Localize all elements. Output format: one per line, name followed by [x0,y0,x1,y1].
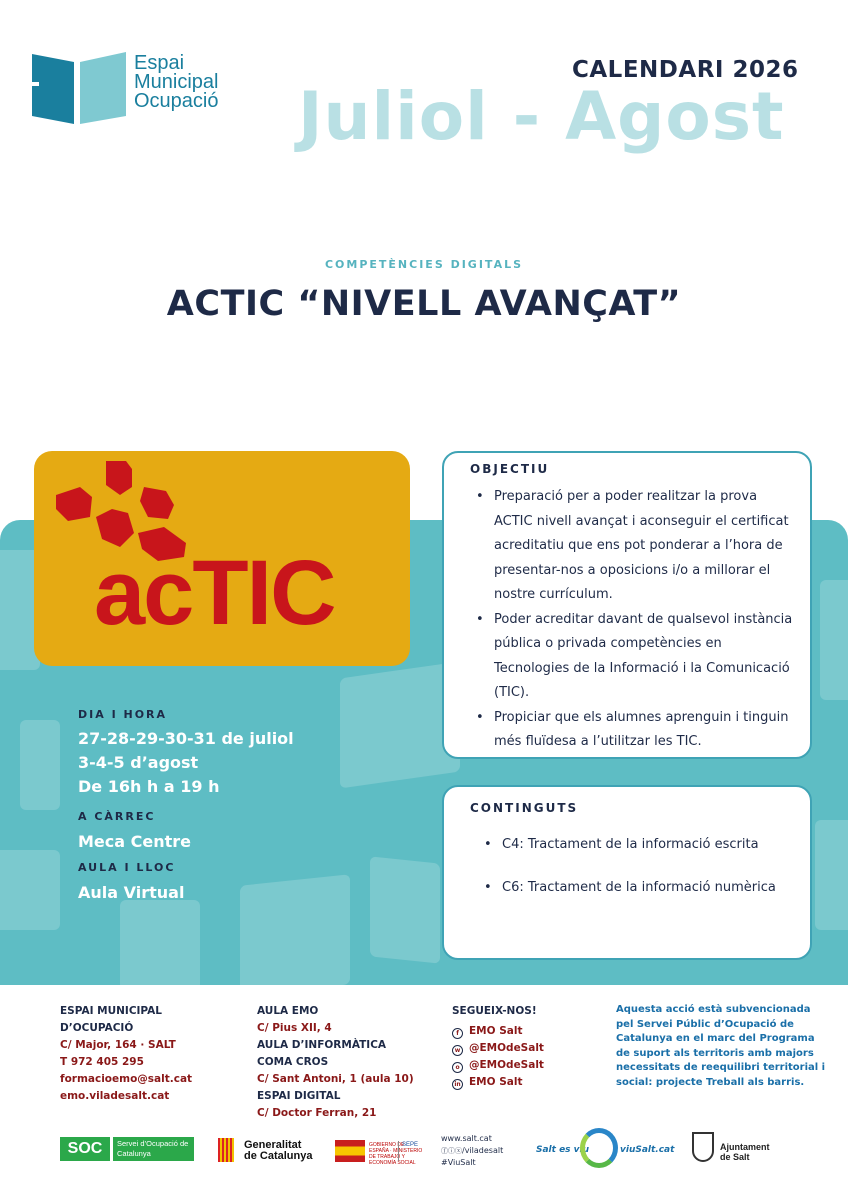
gobierno-text: GOBIERNO DE ESPAÑA · MINISTERIO DE TRABAJO Y ECONOMÍA SOCIAL [369,1142,423,1166]
espai-digital-address: C/ Doctor Ferran, 21 [257,1107,377,1119]
salt-social-link[interactable] [441,1145,503,1157]
viu-salt-logo [536,1128,675,1172]
open-book-icon [30,48,130,128]
footer-col1-title-1: ESPAI MUNICIPAL [60,1005,162,1017]
continguts-title: CONTINGUTS [470,801,579,815]
footer-col1-title-2: D’OCUPACIÓ [60,1022,134,1034]
emo-logo-text [134,54,219,111]
salt-web-link[interactable]: www.salt.cat [441,1134,492,1143]
viu-salt-swirl-icon [580,1128,618,1168]
decor-shape [820,580,848,700]
decor-shape [0,850,60,930]
continguts-card [442,785,812,960]
decor-shape [20,720,60,810]
social-icons: ⓕⓘⓧ [441,1147,462,1155]
ajuntament-logo [692,1132,782,1166]
aula-informatica-address: C/ Sant Antoni, 1 (aula 10) [257,1073,414,1085]
footer-locations [257,1003,437,1122]
soc-logo-text: Servei d’Ocupació de Catalunya [113,1137,194,1161]
logo-line-1: Espai [134,52,185,74]
whatsapp-icon: w [452,1045,463,1056]
salt-hashtag: #ViuSalt [441,1158,476,1167]
generalitat-logo [218,1138,318,1164]
decor-shape [120,900,200,985]
social-label: @EMOdeSalt [469,1059,544,1071]
soc-logo-mark: SOC [60,1137,110,1161]
objectiu-card [442,451,812,759]
social-label: EMO Salt [469,1025,523,1037]
decor-shape [815,820,848,930]
objectiu-title: OBJECTIU [470,462,550,476]
dia-label: DIA I HORA [78,708,168,721]
dia-line-2: 3-4-5 d’agost [78,753,199,772]
ajuntament-line-2: de Salt [720,1152,750,1162]
social-title: SEGUEIX-NOS! [452,1005,537,1017]
salt-social-handle: /viladesalt [462,1146,504,1155]
footer-phone: T 972 405 295 [60,1056,144,1068]
carrec-label: A CÀRREC [78,810,156,823]
social-label: @EMOdeSalt [469,1042,544,1054]
actic-word-lower: ac [94,542,193,644]
social-whatsapp-link[interactable] [452,1040,602,1057]
aula-emo-title: AULA EMO [257,1005,319,1017]
salt-web-links [441,1133,503,1169]
ajuntament-shield-icon [692,1132,714,1162]
social-facebook-link[interactable] [452,1023,602,1040]
social-linkedin-link[interactable] [452,1074,602,1091]
actic-wordmark [94,542,335,644]
decor-shape [370,856,440,963]
continguts-list [482,833,798,919]
calendar-label: CALENDARI 2026 [572,57,799,83]
aula-informatica-title-2: COMA CROS [257,1056,329,1068]
generalitat-line-2: de Catalunya [244,1150,313,1162]
aula-informatica-title-1: AULA D’INFORMÀTICA [257,1039,387,1051]
viu-salt-right-text: viuSalt.cat [620,1145,675,1155]
list-item: • Poder acreditar davant de qualsevol instància pública o privada competències en Tecnologies de la Informació i la Comunicació (TIC). [474,608,798,706]
actic-word-upper: TIC [192,542,335,644]
viu-salt-left-text: Salt es viu [536,1145,590,1155]
footer-web-link[interactable]: emo.viladesalt.cat [60,1090,170,1102]
aula-emo-address: C/ Pius XII, 4 [257,1022,332,1034]
dia-line-3: De 16h h a 19 h [78,777,220,796]
footer-social [452,1003,602,1091]
aula-value: Aula Virtual [78,883,185,902]
social-label: EMO Salt [469,1076,523,1088]
logo-line-2: Municipal [134,71,219,93]
months-title: Juliol - Agost [298,78,785,155]
objectiu-list [474,485,798,755]
generalitat-emblem-icon [218,1138,234,1162]
social-instagram-link[interactable] [452,1057,602,1074]
spain-flag-icon [335,1140,365,1162]
actic-logo [34,451,410,666]
list-item: • C6: Tractament de la informació numèrica [482,876,798,899]
espai-digital-title: ESPAI DIGITAL [257,1090,341,1102]
linkedin-icon: in [452,1079,463,1090]
footer-address: C/ Major, 164 · SALT [60,1039,176,1051]
ajuntament-line-1: Ajuntament [720,1142,770,1152]
list-item: • Preparació per a poder realitzar la prova ACTIC nivell avançat i aconseguir el certificat acreditatiu que ens pot ponderar a l’hora de presentar-nos a oposicions i/o a millorar el nostre currículum. [474,485,798,608]
facebook-icon: f [452,1028,463,1039]
course-info [78,708,294,905]
list-item: • C4: Tractament de la informació escrita [482,833,798,856]
aula-label: AULA I LLOC [78,861,176,874]
ajuntament-text [720,1142,770,1162]
course-category: COMPETÈNCIES DIGITALS [324,258,524,271]
soc-logo [60,1137,194,1161]
emo-logo [30,48,240,128]
dia-line-1: 27-28-29-30-31 de juliol [78,729,294,748]
course-title: ACTIC “NIVELL AVANÇAT” [166,284,682,324]
list-item: • Propiciar que els alumnes aprenguin i tinguin més fluïdesa a l’utilitzar les TIC. [474,706,798,755]
footer-email-link[interactable]: formacioemo@salt.cat [60,1073,193,1085]
instagram-icon: o [452,1062,463,1073]
footer-contact [60,1003,240,1105]
sponsor-note: Aquesta acció està subvencionada pel Servei Públic d’Ocupació de Catalunya en el marc del Programa de suport als territoris amb majors necessitats de reequilibri territorial i social: projecte Treball als barris. [616,1004,826,1088]
logo-line-3: Ocupació [134,90,219,112]
carrec-value: Meca Centre [78,832,191,851]
generalitat-line-1: Generalitat [244,1139,302,1151]
generalitat-text [244,1140,312,1162]
sepe-logo: SEPE [398,1141,424,1161]
